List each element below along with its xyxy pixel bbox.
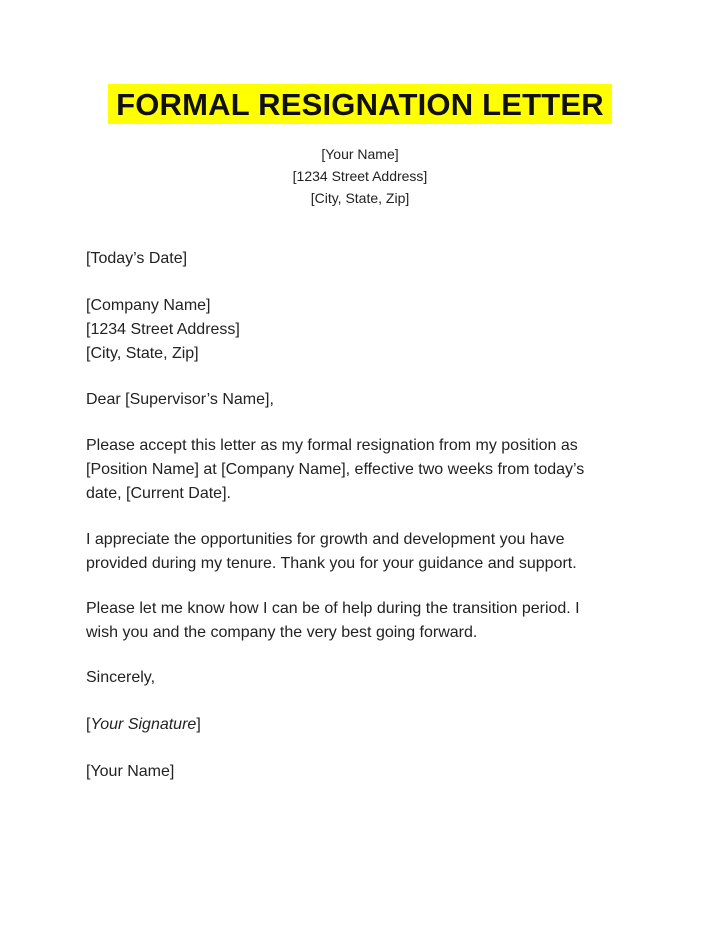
paragraph-line: I appreciate the opportunities for growth and development you have [86, 531, 565, 548]
recipient-street: [1234 Street Address] [86, 321, 240, 338]
signer-name: [Your Name] [86, 763, 175, 780]
signature-placeholder [86, 713, 656, 737]
closing-block [86, 666, 656, 690]
paragraph-transition [86, 597, 656, 645]
title-container [0, 84, 720, 124]
recipient-company: [Company Name] [86, 297, 211, 314]
recipient-address-block [86, 294, 656, 366]
sender-city: [City, State, Zip] [310, 190, 410, 206]
paragraph-line: wish you and the company the very best going forward. [86, 624, 478, 641]
signature-text: Your Signature [90, 716, 197, 733]
paragraph-line: date, [Current Date]. [86, 485, 231, 502]
paragraph-line: [Position Name] at [Company Name], effective two weeks from today’s [86, 461, 585, 478]
letter-date: [Today’s Date] [86, 250, 188, 267]
salutation-block [86, 388, 656, 412]
sender-address-block [0, 143, 720, 209]
sender-name: [Your Name] [321, 146, 399, 162]
signature-close-bracket: ] [196, 716, 201, 733]
paragraph-appreciation [86, 528, 656, 576]
paragraph-line: provided during my tenure. Thank you for your guidance and support. [86, 555, 577, 572]
page-title: FORMAL RESIGNATION LETTER [108, 84, 612, 124]
date-block [86, 247, 656, 271]
recipient-city: [City, State, Zip] [86, 345, 199, 362]
sender-street: [1234 Street Address] [292, 168, 428, 184]
signature-block [86, 713, 656, 737]
signature-open-bracket: [ [86, 716, 91, 733]
paragraph-resignation [86, 434, 656, 506]
signer-name-block [86, 760, 656, 784]
paragraph-line: Please accept this letter as my formal resignation from my position as [86, 437, 578, 454]
salutation: Dear [Supervisor’s Name], [86, 391, 274, 408]
closing: Sincerely, [86, 669, 156, 686]
paragraph-line: Please let me know how I can be of help during the transition period. I [86, 600, 580, 617]
